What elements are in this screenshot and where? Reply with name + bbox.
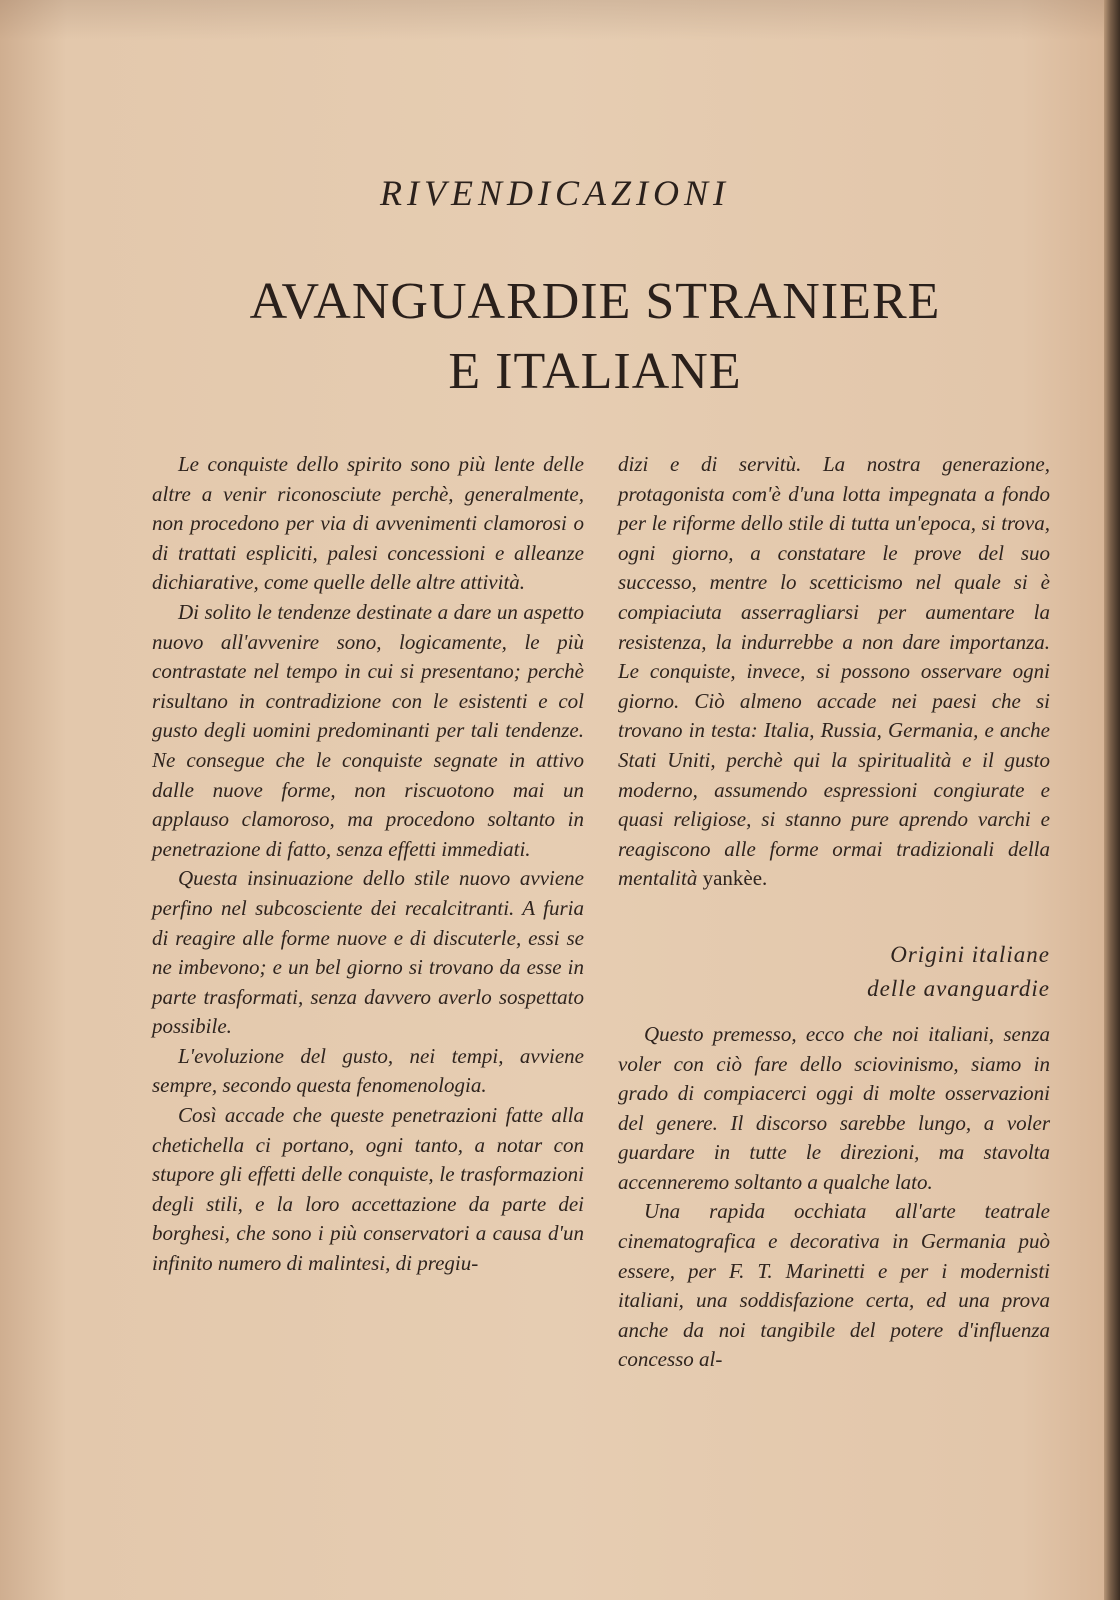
right-text-column [618,450,1050,1375]
paragraph: Questo premesso, ecco che noi italiani, senza voler con ciò fare dello sciovinismo, siamo in grado di compiacerci oggi di molte osservazioni del genere. Il discorso sarebbe lungo, a voler guardare in tutte le direzioni, ma stavolta accenneremo soltanto a qualche lato. [618,1021,1050,1194]
article-title-line-1: AVANGUARDIE STRANIERE [249,273,941,330]
paragraph: Questa insinuazione dello stile nuovo avviene perfino nel subcosciente dei recalcitranti. A furia di reagire alle forme nuove e di discuterle, essi se ne imbevono; e un bel giorno si trovano da esse in parte trasformati, senza davvero averlo sospettato possibile. [152,866,584,1039]
left-text-column [152,450,584,1279]
subheading-line-1: Origini italiane [890,941,1050,967]
section-subheading [618,938,1050,1006]
page-shadow [0,0,1110,40]
section-kicker: RIVENDICAZIONI [380,173,730,213]
paragraph: Di solito le tendenze destinate a dare un aspetto nuovo all'avvenire sono, logicamente, le più contrastate nel tempo in cui si presentano; perchè risultano in contradizione con le esistenti e col gusto degli uomini predominanti per tali tendenze. Ne consegue che le conquiste segnate in attivo dalle nuove forme, non riscuotono mai un applauso clamoroso, ma procedono soltanto in penetrazione di fatto, senza effetti immediati. [152,599,584,861]
book-spine-edge [1104,0,1120,1600]
paragraph-continued [618,450,1050,894]
paragraph: Una rapida occhiata all'arte teatrale cinematografica e decorativa in Germania può essere, per F. T. Marinetti e per i modernisti italiani, una soddisfazione certa, ed una prova anche da noi tangibile del potere d'influenza concesso al- [618,1199,1050,1372]
paragraph: Le conquiste dello spirito sono più lente delle altre a venir riconosciute perchè, generalmente, non procedono per via di avvenimenti clamorosi o di trattati espliciti, palesi concessioni e alleanze dichiarative, come quelle delle altre attività. [152,452,584,595]
subheading-line-2: delle avanguardie [867,975,1050,1001]
paragraph: L'evoluzione del gusto, nei tempi, avviene sempre, secondo questa fenomenologia. [152,1043,584,1098]
paragraph: Così accade che queste penetrazioni fatte alla chetichella ci portano, ogni tanto, a notar con stupore gli effetti delle conquiste, le trasformazioni degli stili, e la loro accettazione da parte dei borghesi, che sono i più conservatori a causa d'un infinito numero di malintesi, di pregiu- [152,1103,584,1276]
upright-word: yankèe. [702,866,768,891]
article-title-line-2: E ITALIANE [448,343,742,400]
paragraph-text: dizi e di servitù. La nostra generazione, protagonista com'è d'una lotta impegnata a fondo per le riforme dello stile di tutta un'epoca, si trova, ogni giorno, a constatare le prove del suo successo, mentre lo scetticismo nel quale si è compiaciuta asserragliarsi per aumentare la resistenza, la indurrebbe a non dare importanza. Le conquiste, invece, si possono osservare ogni giorno. Ciò almeno accade nei paesi che si trovano in testa: Italia, Russia, Germania, e anche Stati Uniti, perchè qui la spiritualità e il gusto moderno, assumendo espressioni congiurate e quasi religiose, si stanno pure aprendo varchi e reagiscono alle forme ormai tradizionali della mentalità [618,452,1050,891]
